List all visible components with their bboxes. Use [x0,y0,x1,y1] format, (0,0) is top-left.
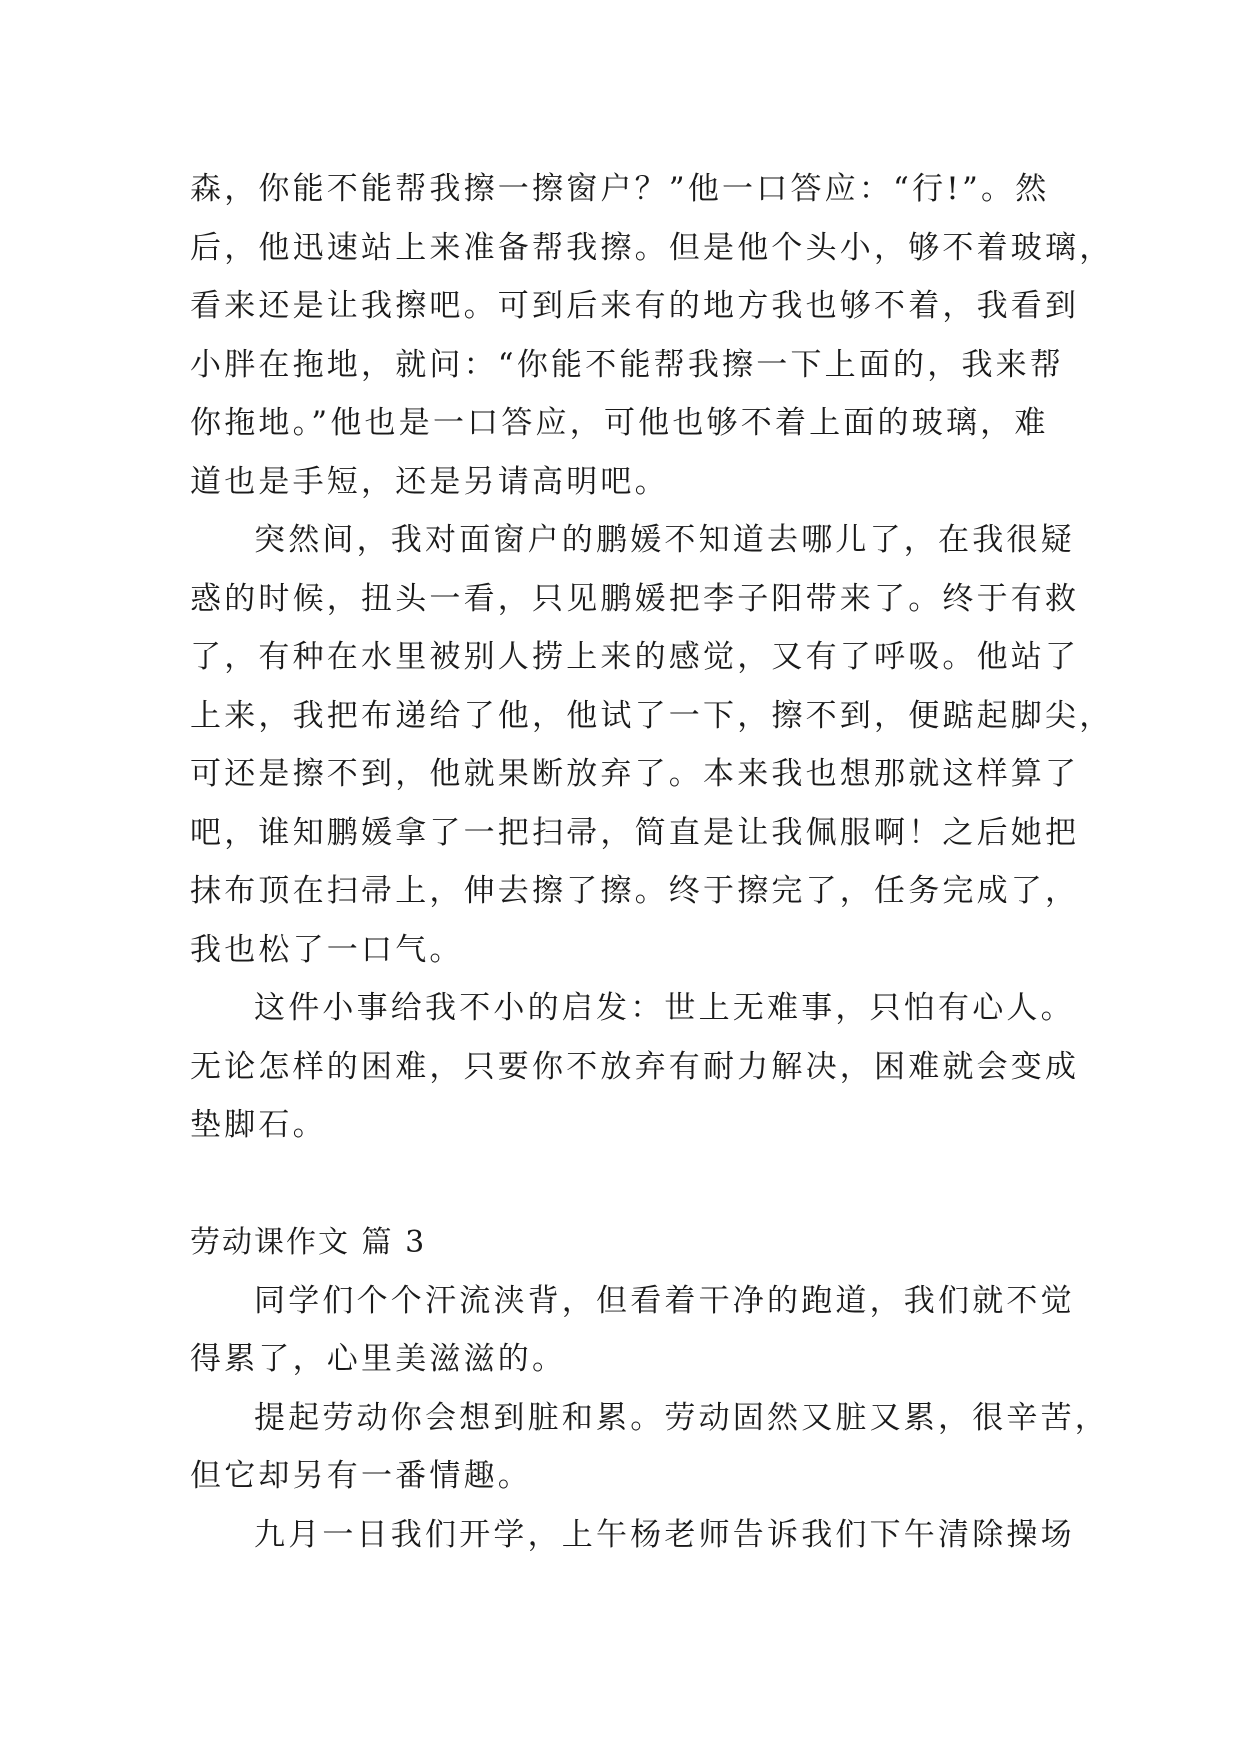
text-line: 道也是手短，还是另请高明吧。 [190,463,669,500]
paragraph-first-line: 这件小事给我不小的启发：世上无难事，只怕有心人。 [254,990,1075,1026]
paragraph-first-line: 同学们个个汗流浃背，但看着干净的跑道，我们就不觉 [254,1282,1075,1319]
text-line: 了，有种在水里被别人捞上来的感觉，又有了呼吸。他站了 [190,639,1080,675]
text-line: 后，他迅速站上来准备帮我擦。但是他个头小，够不着玻璃， [190,229,1114,266]
text-line: 得累了，心里美滋滋的。 [190,1341,567,1377]
text-line: 无论怎样的困难，只要你不放弃有耐力解决，困难就会变成 [190,1048,1080,1085]
text-line: 上来，我把布递给了他，他试了一下，擦不到，便踮起脚尖， [190,697,1114,734]
text-line: 我也松了一口气。 [190,931,464,968]
document-page [190,160,1114,1564]
text-line: 吧，谁知鹏媛拿了一把扫帚，简直是让我佩服啊！之后她把 [190,814,1080,851]
text-line: 惑的时候，扭头一看，只见鹏媛把李子阳带来了。终于有救 [190,580,1080,617]
text-line: 森，你能不能帮我擦一擦窗户？”他一口答应：“行!”。然 [190,171,1050,207]
paragraph-first-line: 九月一日我们开学，上午杨老师告诉我们下午清除操场 [254,1516,1075,1553]
text-line: 你拖地。”他也是一口答应，可他也够不着上面的玻璃，难 [190,405,1049,441]
text-line: 看来还是让我擦吧。可到后来有的地方我也够不着，我看到 [190,288,1080,324]
text-line: 垫脚石。 [190,1107,327,1143]
text-line: 抹布顶在扫帚上，伸去擦了擦。终于擦完了，任务完成了， [190,873,1080,909]
text-line: 小胖在拖地，就问：“你能不能帮我擦一下上面的，我来帮 [190,346,1065,383]
paragraph-first-line: 突然间，我对面窗户的鹏媛不知道去哪儿了，在我很疑 [254,522,1075,558]
text-line: 但它却另有一番情趣。 [190,1458,532,1494]
paragraph-first-line: 提起劳动你会想到脏和累。劳动固然又脏又累，很辛苦， [254,1399,1109,1436]
text-line: 可还是擦不到，他就果断放弃了。本来我也想那就这样算了 [190,756,1080,792]
section-heading: 劳动课作文 篇 3 [190,1224,427,1260]
